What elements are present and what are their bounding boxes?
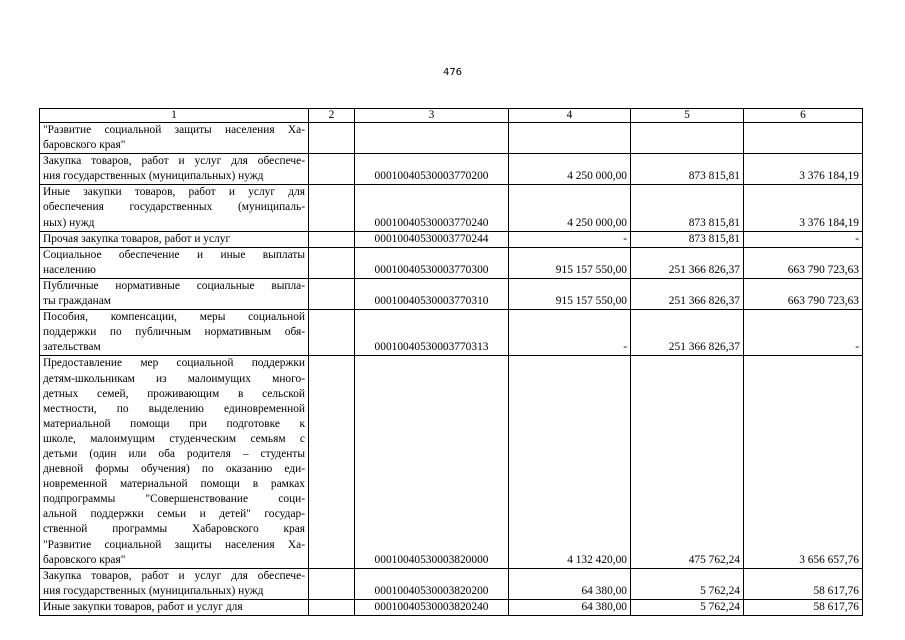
row-executed-amount: 873 815,81 bbox=[631, 154, 744, 185]
description-line: Предоставление мер социальной поддержки bbox=[43, 357, 305, 370]
description-line: ния государственных (муниципальных) нужд bbox=[43, 170, 264, 183]
row-column-2 bbox=[309, 599, 355, 615]
description-line: Прочая закупка товаров, работ и услуг bbox=[43, 232, 231, 245]
description-line: подпрограммы "Совершенствование соци- bbox=[43, 493, 305, 506]
column-number-4: 4 bbox=[509, 109, 631, 123]
description-line: "Развитие социальной защиты населения Ха- bbox=[43, 538, 305, 551]
row-budget-code bbox=[355, 123, 509, 154]
description-line: "Развитие социальной защиты населения Ха- bbox=[43, 124, 305, 136]
row-description bbox=[40, 310, 309, 356]
row-unexecuted-amount: - bbox=[744, 231, 863, 247]
description-line: детьми (один или оба родителя – студенты bbox=[43, 447, 305, 460]
column-number-5: 5 bbox=[631, 109, 744, 123]
column-number-1: 1 bbox=[40, 109, 309, 123]
row-unexecuted-amount: 3 376 184,19 bbox=[744, 185, 863, 231]
description-line: Пособия, компенсации, меры социальной bbox=[43, 311, 305, 324]
table-row bbox=[40, 123, 863, 154]
row-executed-amount: 5 762,24 bbox=[631, 599, 744, 615]
description-line: детных семей, проживающим в сельской bbox=[43, 387, 305, 400]
table-body bbox=[40, 109, 863, 616]
row-unexecuted-amount: 663 790 723,63 bbox=[744, 278, 863, 309]
row-executed-amount: 251 366 826,37 bbox=[631, 278, 744, 309]
description-line: Социальное обеспечение и иные выплаты bbox=[43, 248, 305, 261]
row-executed-amount: 873 815,81 bbox=[631, 231, 744, 247]
table-row bbox=[40, 231, 863, 247]
description-line: школе, малоимущим студенческим семьям с bbox=[43, 432, 305, 445]
row-budget-code: 00010040530003770313 bbox=[355, 310, 509, 356]
row-executed-amount: 251 366 826,37 bbox=[631, 247, 744, 278]
row-approved-amount: 4 132 420,00 bbox=[509, 356, 631, 568]
row-description bbox=[40, 356, 309, 568]
row-approved-amount: 915 157 550,00 bbox=[509, 247, 631, 278]
row-description bbox=[40, 247, 309, 278]
row-column-2 bbox=[309, 123, 355, 154]
budget-execution-table bbox=[39, 108, 863, 616]
row-budget-code: 00010040530003820240 bbox=[355, 599, 509, 615]
description-line: Публичные нормативные социальные выпла- bbox=[43, 279, 305, 292]
description-line: ты гражданам bbox=[43, 295, 111, 308]
description-line: альной поддержки семьи и детей" государ- bbox=[43, 508, 305, 521]
row-description bbox=[40, 568, 309, 599]
description-line: Иные закупки товаров, работ и услуг для bbox=[43, 600, 243, 613]
row-executed-amount: 5 762,24 bbox=[631, 568, 744, 599]
row-approved-amount: 915 157 550,00 bbox=[509, 278, 631, 309]
description-line: местности, по выделению единовременной bbox=[43, 402, 305, 415]
description-line: обеспечения государственных (муниципаль- bbox=[43, 201, 305, 214]
row-budget-code: 00010040530003770310 bbox=[355, 278, 509, 309]
row-description bbox=[40, 599, 309, 615]
row-budget-code: 00010040530003770240 bbox=[355, 185, 509, 231]
row-executed-amount: 873 815,81 bbox=[631, 185, 744, 231]
description-line: Иные закупки товаров, работ и услуг для bbox=[43, 186, 305, 199]
row-column-2 bbox=[309, 154, 355, 185]
column-number-3: 3 bbox=[355, 109, 509, 123]
description-line: материальной помощи при подготовке к bbox=[43, 417, 305, 430]
description-line: баровского края" bbox=[43, 553, 126, 566]
row-description bbox=[40, 185, 309, 231]
row-unexecuted-amount: - bbox=[744, 310, 863, 356]
row-description bbox=[40, 123, 309, 154]
row-column-2 bbox=[309, 247, 355, 278]
table-row bbox=[40, 310, 863, 356]
row-approved-amount: 4 250 000,00 bbox=[509, 185, 631, 231]
description-line: баровского края" bbox=[43, 139, 126, 152]
row-description bbox=[40, 231, 309, 247]
column-number-row bbox=[40, 109, 863, 123]
row-approved-amount: - bbox=[509, 310, 631, 356]
row-executed-amount: 251 366 826,37 bbox=[631, 310, 744, 356]
description-line: детям-школьникам из малоимущих много- bbox=[43, 372, 305, 385]
row-budget-code: 00010040530003820200 bbox=[355, 568, 509, 599]
row-unexecuted-amount: 663 790 723,63 bbox=[744, 247, 863, 278]
table-row bbox=[40, 185, 863, 231]
row-column-2 bbox=[309, 310, 355, 356]
description-line: новременной материальной помощи в рамках bbox=[43, 478, 305, 491]
row-budget-code: 00010040530003770300 bbox=[355, 247, 509, 278]
table-row bbox=[40, 247, 863, 278]
row-budget-code: 00010040530003770244 bbox=[355, 231, 509, 247]
description-line: дневной формы обучения) по оказанию еди- bbox=[43, 463, 305, 476]
description-line: населению bbox=[43, 263, 96, 276]
row-unexecuted-amount bbox=[744, 123, 863, 154]
row-column-2 bbox=[309, 185, 355, 231]
row-unexecuted-amount: 3 656 657,76 bbox=[744, 356, 863, 568]
table-row bbox=[40, 568, 863, 599]
description-line: ния государственных (муниципальных) нужд bbox=[43, 584, 264, 597]
column-number-6: 6 bbox=[744, 109, 863, 123]
row-approved-amount: - bbox=[509, 231, 631, 247]
row-budget-code: 00010040530003820000 bbox=[355, 356, 509, 568]
description-line: зательствам bbox=[43, 341, 101, 354]
row-description bbox=[40, 154, 309, 185]
row-executed-amount bbox=[631, 123, 744, 154]
page-number: 476 bbox=[442, 67, 463, 78]
row-column-2 bbox=[309, 568, 355, 599]
column-number-2: 2 bbox=[309, 109, 355, 123]
description-line: Закупка товаров, работ и услуг для обеспече- bbox=[43, 569, 305, 582]
row-approved-amount: 4 250 000,00 bbox=[509, 154, 631, 185]
row-unexecuted-amount: 3 376 184,19 bbox=[744, 154, 863, 185]
row-unexecuted-amount: 58 617,76 bbox=[744, 568, 863, 599]
row-unexecuted-amount: 58 617,76 bbox=[744, 599, 863, 615]
description-line: Закупка товаров, работ и услуг для обеспече- bbox=[43, 155, 305, 168]
row-approved-amount: 64 380,00 bbox=[509, 599, 631, 615]
table-row bbox=[40, 278, 863, 309]
row-budget-code: 00010040530003770200 bbox=[355, 154, 509, 185]
row-column-2 bbox=[309, 231, 355, 247]
row-column-2 bbox=[309, 356, 355, 568]
row-executed-amount: 475 762,24 bbox=[631, 356, 744, 568]
row-approved-amount: 64 380,00 bbox=[509, 568, 631, 599]
row-approved-amount bbox=[509, 123, 631, 154]
row-column-2 bbox=[309, 278, 355, 309]
description-line: поддержки по публичным нормативным обя- bbox=[43, 326, 305, 339]
description-line: ственной программы Хабаровского края bbox=[43, 523, 305, 536]
row-description bbox=[40, 278, 309, 309]
table-row bbox=[40, 356, 863, 568]
table-row bbox=[40, 599, 863, 615]
description-line: ных) нужд bbox=[43, 216, 95, 229]
table-row bbox=[40, 154, 863, 185]
